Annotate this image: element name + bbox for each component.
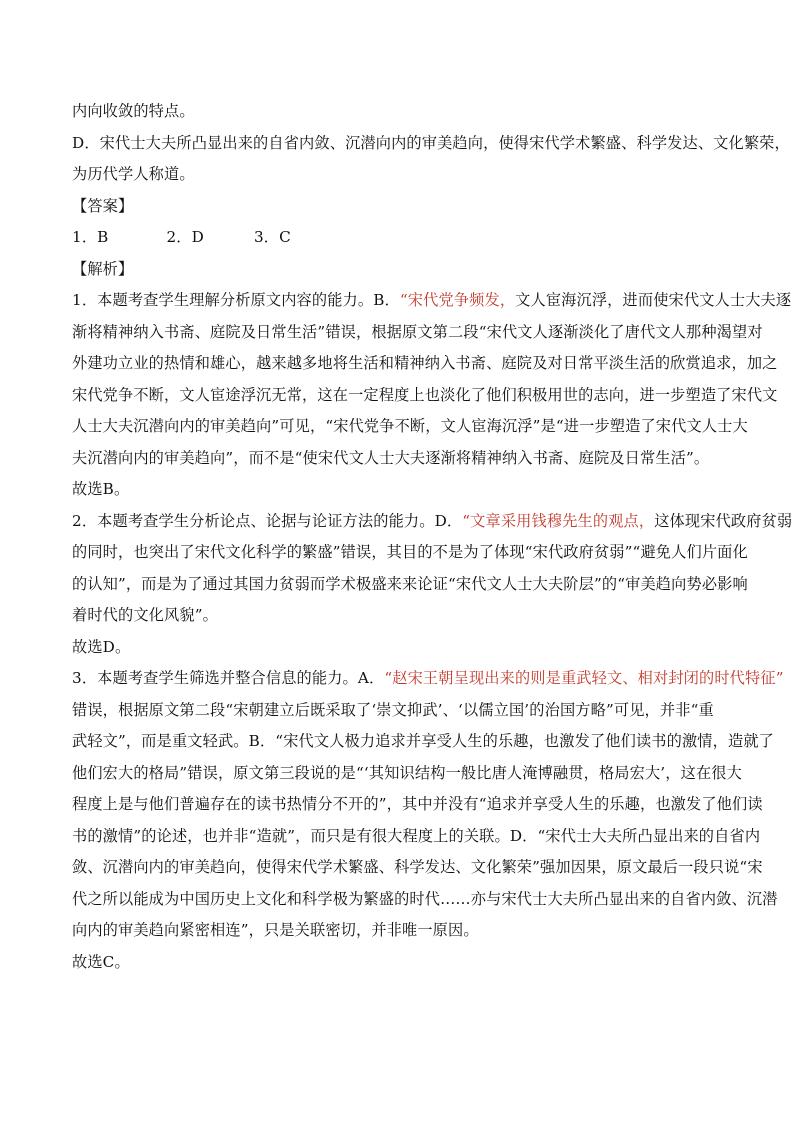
quoted-option-text: “文章采用钱穆先生的观点，: [462, 511, 655, 530]
analysis-1-line-2: 渐将精神纳入书斋、庭院及日常生活”错误，根据原文第二段“宋代文人逐渐淡化了唐代文人那种渴望对: [72, 322, 763, 341]
answer-1: 1．B: [72, 228, 109, 246]
option-d-line-1: D．宋代士大夫所凸显出来的自省内敛、沉潜向内的审美趋向，使得宋代学术繁盛、科学发达、文化繁荣，: [72, 133, 790, 152]
analysis-3-line-3: 武轻文”，而是重文轻武。B．“宋代文人极力追求并享受人生的乐趣，也激发了他们读书的激情，造就了: [72, 732, 774, 750]
analysis-3-line-9: 向内的审美趋向紧密相连”，只是关联密切，并非唯一原因。: [72, 921, 479, 939]
analysis-1-line-1: 1．本题考查学生理解分析原文内容的能力。B．“宋代党争频发，文人宦海沉浮，进而使宋代文人士大夫逐: [72, 291, 792, 309]
analysis-heading: 【解析】: [72, 259, 134, 278]
analysis-1-line-5: 人士大夫沉潜向内的审美趋向”可见，“宋代党争不断，文人宦海沉浮”是“进一步塑造了宋代文人士大: [72, 417, 748, 435]
analysis-2-line-4: 着时代的文化风貌”。: [72, 606, 218, 624]
analysis-2-line-3: 的认知”，而是为了通过其国力贫弱而学术极盛来来论证“宋代文人士大夫阶层”的“审美趋向势必影响: [72, 574, 748, 593]
answer-2: 2．D: [166, 228, 204, 246]
quoted-option-text: “赵宋王朝呈现出来的则是重武轻文、相对封闭的时代特征”: [384, 669, 784, 687]
answer-3: 3．C: [253, 228, 291, 246]
analysis-3-line-7: 敛、沉潜向内的审美趋向，使得宋代学术繁盛、科学发达、文化繁荣”强加因果，原文最后一段只说“宋: [72, 858, 763, 876]
analysis-2-line-2: 的同时，也突出了宋代文化科学的繁盛”错误，其目的不是为了体现“宋代政府贫弱”“避免人们片面化: [72, 543, 748, 561]
analysis-3-line-4: 他们宏大的格局”错误，原文第三段说的是“‘其知识结构一般比唐人淹博融贯，格局宏大’，这在很大: [72, 763, 742, 782]
analysis-2-conclusion: 故选D。: [72, 637, 131, 656]
analysis-1-line-6: 夫沉潜向内的审美趋向”，而不是“使宋代文人士大夫逐渐将精神纳入书斋、庭院及日常生活”。: [72, 448, 710, 467]
analysis-1-line-4: 宋代党争不断，文人宦途浮沉无常，这在一定程度上也淡化了他们积极用世的志向，进一步塑造了宋代文: [72, 385, 778, 404]
analysis-3-line-1: 3．本题考查学生筛选并整合信息的能力。A．“赵宋王朝呈现出来的则是重武轻文、相对封闭的时代特征”: [72, 669, 784, 687]
quoted-option-text: “宋代党争频发，: [399, 291, 516, 309]
analysis-2-line-1: 2．本题考查学生分析论点、论据与论证方法的能力。D．“文章采用钱穆先生的观点，这体现宋代政府贫弱: [72, 511, 793, 530]
document-page: [72, 96, 793, 978]
analysis-3-line-8: 代之所以能成为中国历史上文化和科学极为繁盛的时代……亦与宋代士大夫所凸显出来的自省内敛、沉潜: [72, 889, 778, 908]
option-d-line-2: 为历代学人称道。: [72, 165, 195, 183]
analysis-3-conclusion: 故选C。: [72, 952, 130, 971]
analysis-3-line-6: 书的激情”的论述，也并非“造就”，而只是有很大程度上的关联。D．“宋代士大夫所凸显出来的自省内: [72, 826, 761, 845]
answer-list: [72, 222, 724, 254]
answer-heading: 【答案】: [72, 196, 134, 215]
intro-line: 内向收敛的特点。: [72, 102, 195, 120]
analysis-1-line-3: 外建功立业的热情和雄心，越来越多地将生活和精神纳入书斋、庭院及对日常平淡生活的欣赏追求，加之: [72, 354, 778, 372]
analysis-3-line-5: 程度上是与他们普遍存在的读书热情分不开的”，其中并没有“追求并享受人生的乐趣，也激发了他们读: [72, 795, 763, 813]
analysis-1-conclusion: 故选B。: [72, 480, 130, 498]
analysis-3-line-2: 错误，根据原文第二段“宋朝建立后既采取了‘崇文抑武’、‘以儒立国’的治国方略”可见，并非“重: [72, 700, 714, 719]
